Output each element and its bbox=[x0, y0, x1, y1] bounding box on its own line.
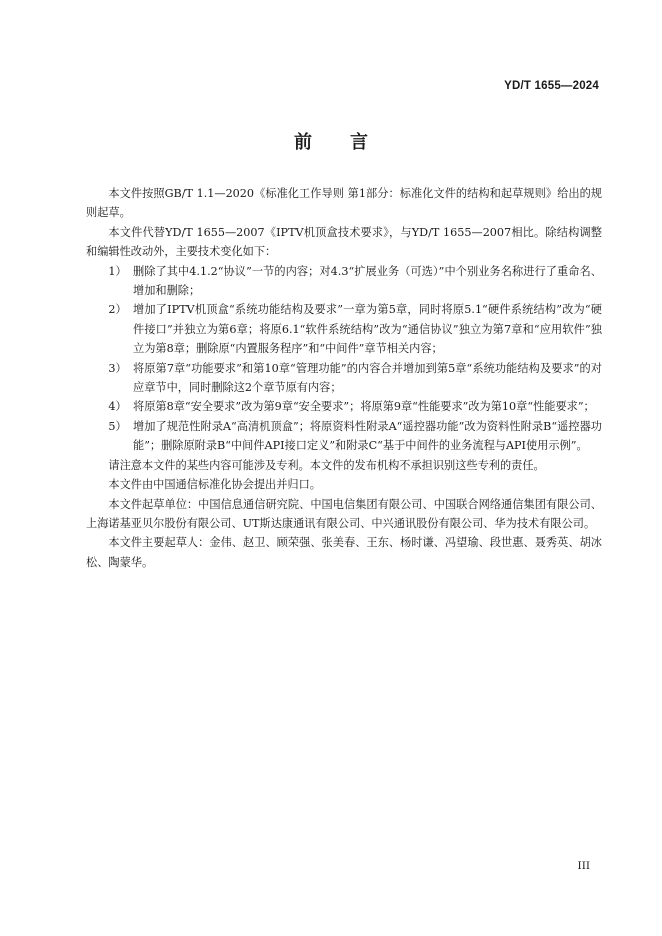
paragraph-proposer: 本文件由中国通信标准化协会提出并归口。 bbox=[108, 478, 321, 492]
list-item-text: 增加了IPTV机顶盒“系统功能结构及要求”一章为第5章，同时将原5.1“硬件系统结构”改为“硬件接口”并独立为第6章；将原6.1“软件系统结构”改为“通信协议”独立为第7章和“应用软件”独立为第8章；删除原“内置服务程序”和“中间件”章节相关内容； bbox=[133, 303, 602, 356]
standard-number: YD/T 1655—2024 bbox=[504, 80, 599, 92]
list-item-number: 3） bbox=[108, 361, 127, 375]
list-item-text: 将原第8章“安全要求”改为第9章“安全要求”；将原第9章“性能要求”改为第10章“性能要求”； bbox=[133, 400, 595, 414]
paragraph-drafting-organizations: 本文件起草单位：中国信息通信研究院、中国电信集团有限公司、中国联合网络通信集团有限公司、上海诺基亚贝尔股份有限公司、UT斯达康通讯有限公司、中兴通讯股份有限公司、华为技术有限公司。 bbox=[86, 497, 602, 530]
page-number: III bbox=[577, 860, 590, 872]
list-item bbox=[108, 417, 602, 456]
list-item-number: 4） bbox=[108, 400, 127, 414]
list-item-text: 删除了其中4.1.2“协议”一节的内容；对4.3“扩展业务（可选）”中个别业务名称进行了重命名、增加和删除； bbox=[133, 264, 602, 298]
list-item bbox=[108, 359, 602, 398]
list-item bbox=[108, 262, 602, 301]
list-item bbox=[108, 300, 602, 358]
list-item-text: 将原第7章“功能要求”和第10章“管理功能”的内容合并增加到第5章“系统功能结构及要求”的对应章节中，同时删除这2个章节原有内容； bbox=[133, 361, 602, 395]
list-item-number: 2） bbox=[108, 303, 127, 317]
list-item bbox=[108, 397, 602, 416]
changes-list bbox=[86, 262, 602, 456]
list-item-text: 增加了规范性附录A“高清机顶盒”；将原资料性附录A“遥控器功能”改为资料性附录B“遥控器功能”；删除原附录B“中间件API接口定义”和附录C“基于中间件的业务流程与API使用示例”。 bbox=[133, 419, 602, 453]
foreword-body bbox=[86, 184, 602, 572]
list-item-number: 5） bbox=[108, 419, 127, 433]
page-title: 前言 bbox=[294, 132, 406, 153]
paragraph-drafters: 本文件主要起草人：金伟、赵卫、顾荣强、张美春、王东、杨时谦、冯望瑜、段世惠、聂秀英、胡冰松、陶蒙华。 bbox=[86, 536, 602, 569]
list-item-number: 1） bbox=[108, 264, 127, 278]
paragraph-patent-notice: 请注意本文件的某些内容可能涉及专利。本文件的发布机构不承担识别这些专利的责任。 bbox=[108, 458, 545, 472]
paragraph-replacement-note: 本文件代替YD/T 1655—2007《IPTV机顶盒技术要求》，与YD/T 1655—2007相比。除结构调整和编辑性改动外，主要技术变化如下： bbox=[86, 225, 602, 259]
paragraph-drafting-rules: 本文件按照GB/T 1.1—2020《标准化工作导则 第1部分：标准化文件的结构和起草规则》给出的规则起草。 bbox=[86, 187, 602, 220]
